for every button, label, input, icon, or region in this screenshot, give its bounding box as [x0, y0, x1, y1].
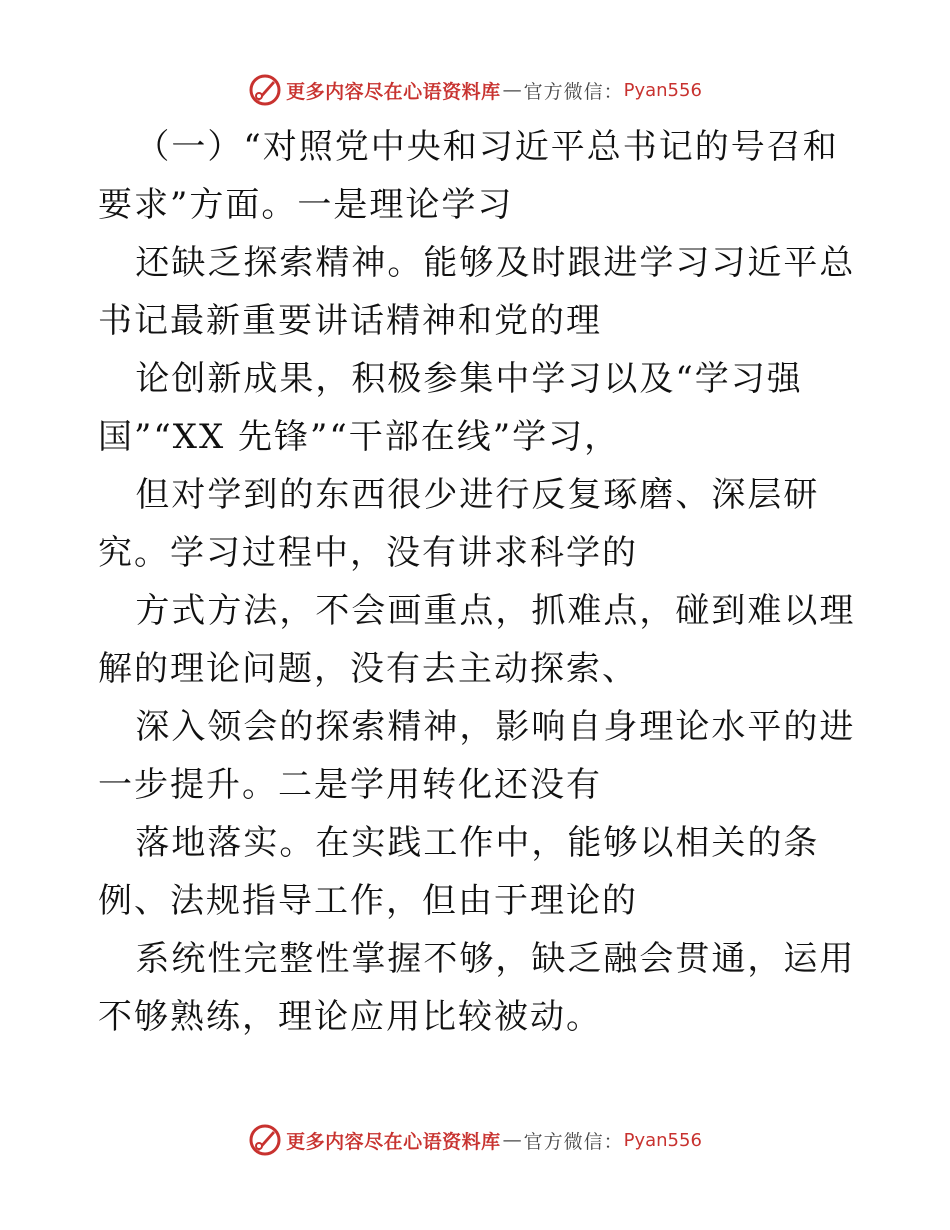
paragraph-2: 还缺乏探索精神。能够及时跟进学习习近平总书记最新重要讲话精神和党的理 [98, 243, 856, 341]
banner-wechat-label: 官方微信： [523, 1130, 624, 1153]
paragraph-8: 系统性完整性掌握不够，缺乏融会贯通，运用不够熟练，理论应用比较被动。 [98, 939, 856, 1037]
paragraph-1: （一）“对照党中央和习近平总书记的号召和要求”方面。一是理论学习 [98, 127, 839, 225]
banner-site-text: 更多内容尽在心语资料库 [286, 1130, 501, 1153]
header-banner [0, 70, 950, 110]
banner-wechat-label: 官方微信： [523, 80, 624, 103]
banner-account: Pyan556 [623, 1129, 702, 1151]
banner-separator: — [502, 79, 522, 101]
footer-banner [0, 1120, 950, 1160]
paragraph-5: 方式方法，不会画重点，抓难点，碰到难以理解的理论问题，没有去主动探索、 [98, 591, 856, 689]
paragraph-4: 但对学到的东西很少进行反复琢磨、深层研究。学习过程中，没有讲求科学的 [98, 475, 820, 573]
document-body [98, 118, 858, 1046]
paragraph-6: 深入领会的探索精神，影响自身理论水平的进一步提升。二是学用转化还没有 [98, 707, 856, 805]
quill-logo-icon [248, 1123, 282, 1157]
banner-account: Pyan556 [623, 79, 702, 101]
paragraph-7: 落地落实。在实践工作中，能够以相关的条例、法规指导工作，但由于理论的 [98, 823, 820, 921]
paragraph-3: 论创新成果，积极参集中学习以及“学习强国”“XX 先锋”“干部在线”学习， [98, 359, 803, 457]
banner-site-text: 更多内容尽在心语资料库 [286, 80, 501, 103]
quill-logo-icon [248, 73, 282, 107]
banner-separator: — [502, 1129, 522, 1151]
